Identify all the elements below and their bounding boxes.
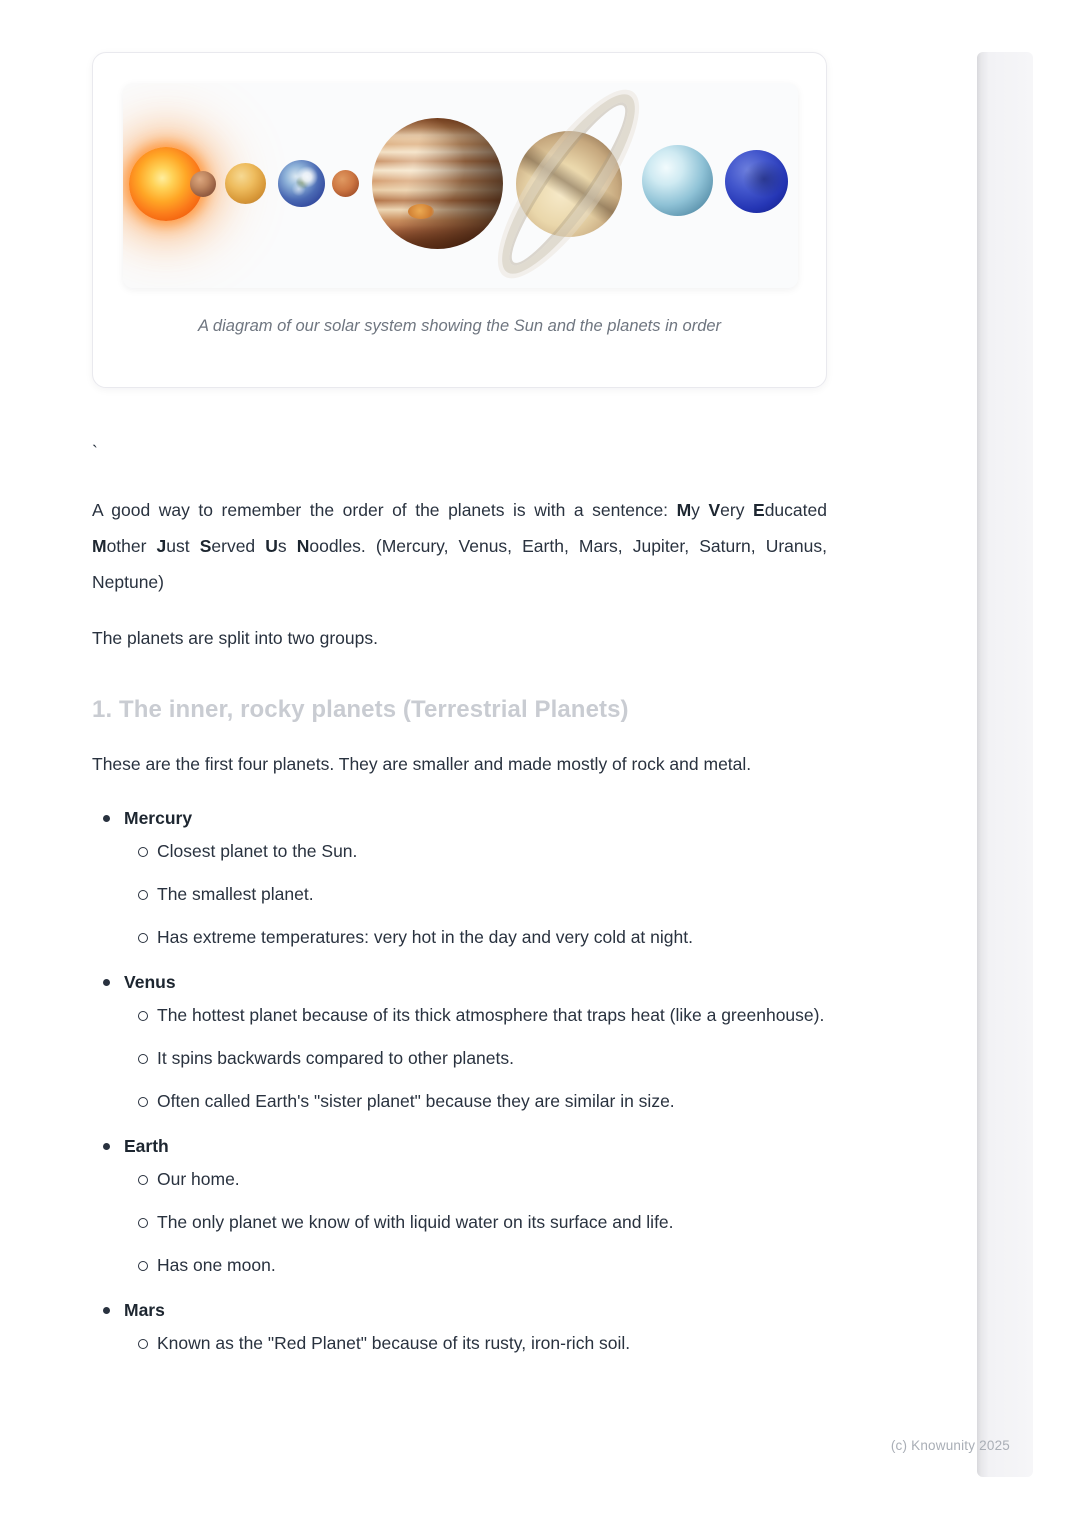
sub-point-text: Has one moon. bbox=[157, 1255, 276, 1275]
mnemonic-bold-letter: J bbox=[156, 536, 167, 556]
mnemonic-bold-letter: M bbox=[92, 536, 107, 556]
sub-point bbox=[92, 1042, 827, 1075]
mnemonic-text: s bbox=[277, 536, 297, 556]
next-page-edge[interactable] bbox=[977, 52, 1033, 1477]
sub-point-text: The only planet we know of with liquid water on its surface and life. bbox=[157, 1212, 674, 1232]
groups-paragraph: The planets are split into two groups. bbox=[92, 628, 378, 648]
bullet-icon bbox=[103, 815, 110, 822]
solar-system-image bbox=[123, 83, 798, 288]
note-content bbox=[92, 52, 827, 1372]
uranus-icon bbox=[642, 145, 713, 216]
sub-point bbox=[92, 1327, 827, 1360]
mnemonic-bold-letter: V bbox=[708, 500, 721, 520]
sub-point bbox=[92, 1163, 827, 1196]
mnemonic-bold-letter: E bbox=[753, 500, 765, 520]
circle-bullet-icon bbox=[138, 1261, 148, 1271]
copyright-watermark: (c) Knowunity 2025 bbox=[890, 1438, 1010, 1453]
mnemonic-bold-letter: U bbox=[265, 536, 278, 556]
neptune-icon bbox=[725, 150, 788, 213]
sub-point bbox=[92, 835, 827, 868]
sub-point bbox=[92, 1206, 827, 1239]
planet-label: Venus bbox=[124, 972, 176, 992]
sub-point-text: Known as the "Red Planet" because of its rusty, iron-rich soil. bbox=[157, 1333, 631, 1353]
stray-backtick: ` bbox=[92, 442, 98, 462]
circle-bullet-icon bbox=[138, 1339, 148, 1349]
planet-label: Earth bbox=[124, 1136, 169, 1156]
mnemonic-text: y bbox=[691, 500, 709, 520]
circle-bullet-icon bbox=[138, 1218, 148, 1228]
solar-system-figure-card bbox=[92, 52, 827, 388]
mnemonic-text: oodles. (Mercury, Venus, Earth, Mars, Jupiter, Saturn, Uranus, Neptune) bbox=[92, 536, 827, 592]
circle-bullet-icon bbox=[138, 890, 148, 900]
mars-icon bbox=[332, 170, 359, 197]
circle-bullet-icon bbox=[138, 847, 148, 857]
circle-bullet-icon bbox=[138, 1054, 148, 1064]
section-heading: 1. The inner, rocky planets (Terrestrial Planets) bbox=[92, 696, 629, 723]
figure-caption: A diagram of our solar system showing the Sun and the planets in order bbox=[197, 317, 722, 335]
sub-point bbox=[92, 999, 827, 1032]
mnemonic-text: ust bbox=[166, 536, 200, 556]
great-red-spot-icon bbox=[408, 204, 434, 219]
venus-icon bbox=[225, 163, 266, 204]
mnemonic-text: A good way to remember the order of the planets is with a sentence: bbox=[92, 500, 677, 520]
sub-point-text: Often called Earth's "sister planet" because they are similar in size. bbox=[157, 1091, 675, 1111]
mnemonic-text: ery bbox=[720, 500, 754, 520]
sub-point-text: It spins backwards compared to other planets. bbox=[157, 1048, 514, 1068]
mercury-icon bbox=[190, 171, 216, 197]
circle-bullet-icon bbox=[138, 1097, 148, 1107]
sub-point-text: Closest planet to the Sun. bbox=[157, 841, 358, 861]
list-item-earth bbox=[92, 1130, 827, 1282]
mnemonic-text: ducated bbox=[764, 500, 827, 520]
list-item-mercury bbox=[92, 802, 827, 954]
sub-point-text: Has extreme temperatures: very hot in the day and very cold at night. bbox=[157, 927, 693, 947]
circle-bullet-icon bbox=[138, 933, 148, 943]
earth-icon bbox=[278, 160, 325, 207]
sub-point bbox=[92, 1085, 827, 1118]
planet-label: Mercury bbox=[124, 808, 193, 828]
mnemonic-bold-letter: M bbox=[676, 500, 692, 520]
planet-label: Mars bbox=[124, 1300, 165, 1320]
sub-point-text: Our home. bbox=[157, 1169, 240, 1189]
circle-bullet-icon bbox=[138, 1011, 148, 1021]
sub-point bbox=[92, 1249, 827, 1282]
list-item-mars bbox=[92, 1294, 827, 1360]
sub-point-text: The hottest planet because of its thick atmosphere that traps heat (like a greenhouse). bbox=[157, 1005, 825, 1025]
mnemonic-text: erved bbox=[211, 536, 266, 556]
circle-bullet-icon bbox=[138, 1175, 148, 1185]
bullet-icon bbox=[103, 979, 110, 986]
jupiter-icon bbox=[372, 118, 503, 249]
bullet-icon bbox=[103, 1143, 110, 1150]
sub-point bbox=[92, 921, 827, 954]
planet-list bbox=[92, 802, 827, 1360]
mnemonic-bold-letter: S bbox=[199, 536, 212, 556]
list-item-venus bbox=[92, 966, 827, 1118]
sub-point bbox=[92, 878, 827, 911]
mnemonic-text: other bbox=[106, 536, 157, 556]
saturn-rings-icon bbox=[482, 83, 654, 288]
section-intro-paragraph: These are the first four planets. They are smaller and made mostly of rock and metal. bbox=[92, 754, 752, 774]
sub-point-text: The smallest planet. bbox=[157, 884, 314, 904]
mnemonic-bold-letter: N bbox=[296, 536, 310, 556]
bullet-icon bbox=[103, 1307, 110, 1314]
mnemonic-paragraph bbox=[92, 492, 827, 600]
